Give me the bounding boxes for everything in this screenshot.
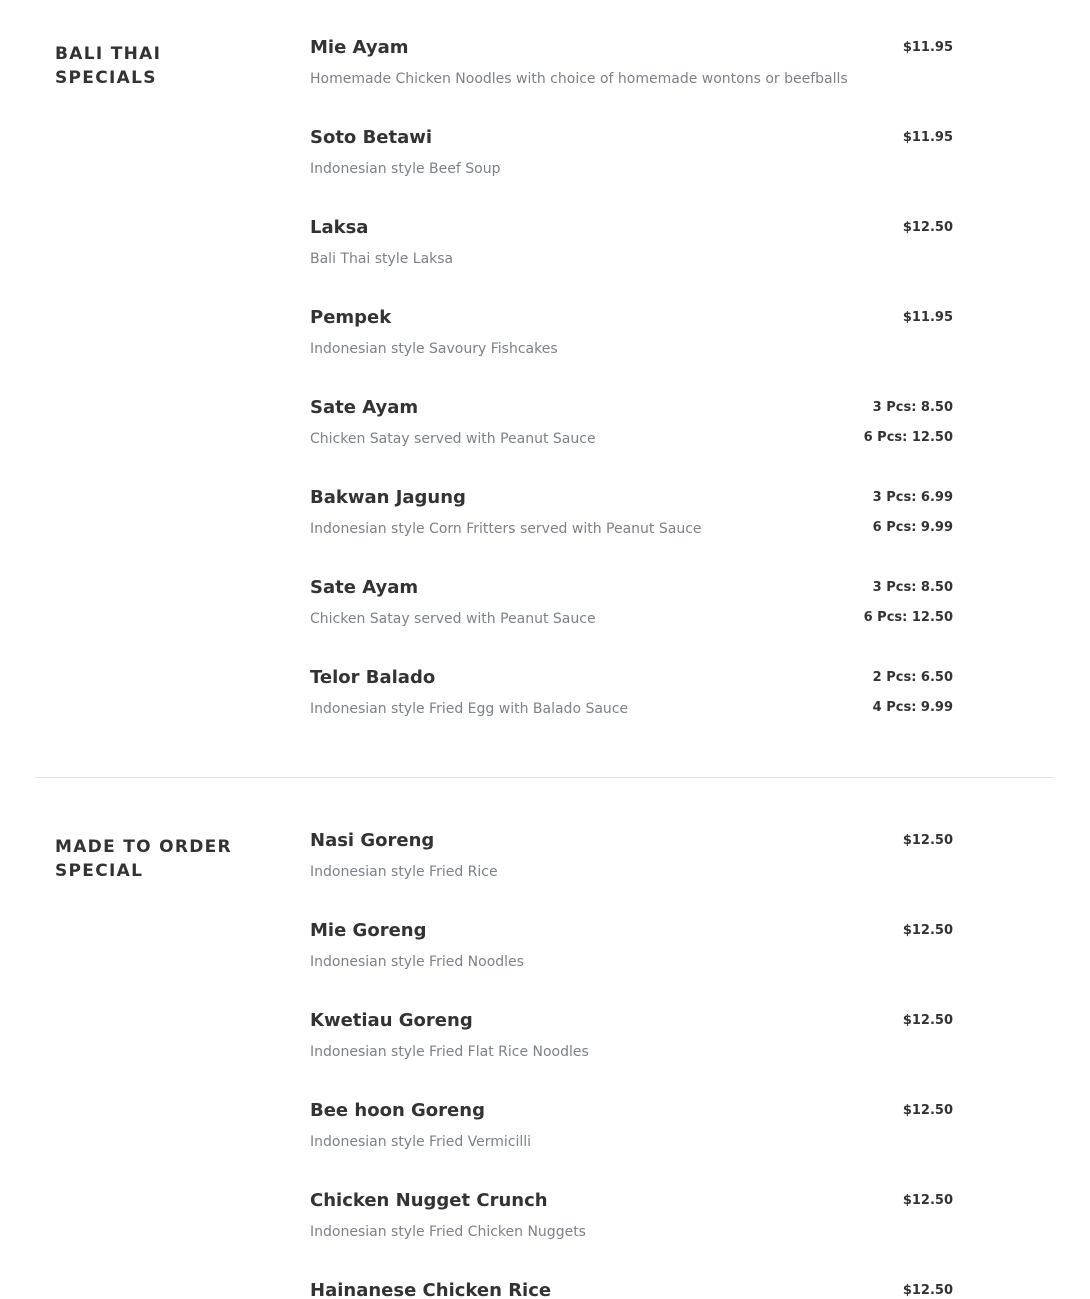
item-description: Indonesian style Fried Egg with Balado Sauce xyxy=(310,701,629,717)
item-name: Mie Goreng xyxy=(310,920,427,941)
item-description: Homemade Chicken Noodles with choice of homemade wontons or beefballs xyxy=(310,71,848,87)
item-price: $12.50 xyxy=(902,220,953,235)
item-description: Chicken Satay served with Peanut Sauce xyxy=(310,431,596,447)
menu-item xyxy=(310,1099,953,1179)
section-title: MADE TO ORDER SPECIAL xyxy=(55,837,232,881)
item-name: Sate Ayam xyxy=(310,397,419,418)
item-price: $12.50 xyxy=(902,923,953,938)
item-price: $12.50 xyxy=(902,1103,953,1118)
menu-item xyxy=(310,576,953,656)
menu-item xyxy=(310,396,953,476)
item-name: Sate Ayam xyxy=(310,577,419,598)
menu-item xyxy=(310,1189,953,1269)
section-title: BALI THAI SPECIALS xyxy=(55,44,162,88)
item-name: Bee hoon Goreng xyxy=(310,1100,485,1121)
item-description: Bali Thai style Laksa xyxy=(310,251,454,267)
menu-item xyxy=(310,666,953,746)
item-price: 6 Pcs: 12.50 xyxy=(863,610,953,625)
item-price: $11.95 xyxy=(902,310,953,325)
item-name: Soto Betawi xyxy=(310,127,433,148)
item-description: Indonesian style Savoury Fishcakes xyxy=(310,341,558,357)
item-price: 2 Pcs: 6.50 xyxy=(872,670,953,685)
item-name: Pempek xyxy=(310,307,392,328)
item-description: Indonesian style Fried Vermicilli xyxy=(310,1134,532,1150)
menu-item xyxy=(310,36,953,116)
menu-item xyxy=(310,919,953,999)
menu-item xyxy=(310,1009,953,1089)
item-description: Indonesian style Corn Fritters served with Peanut Sauce xyxy=(310,521,702,537)
item-price: $12.50 xyxy=(902,1013,953,1028)
item-name: Chicken Nugget Crunch xyxy=(310,1190,548,1211)
item-name: Nasi Goreng xyxy=(310,830,435,851)
section-divider xyxy=(35,777,1054,778)
item-price: 6 Pcs: 12.50 xyxy=(863,430,953,445)
item-price: $11.95 xyxy=(902,40,953,55)
item-name: Telor Balado xyxy=(310,667,436,688)
item-name: Laksa xyxy=(310,217,369,238)
item-price: 3 Pcs: 6.99 xyxy=(872,490,953,505)
menu-item xyxy=(310,216,953,296)
item-price: $12.50 xyxy=(902,1283,953,1298)
item-price: $11.95 xyxy=(902,130,953,145)
item-name: Bakwan Jagung xyxy=(310,487,466,508)
item-description: Indonesian style Fried Flat Rice Noodles xyxy=(310,1044,589,1060)
item-description: Indonesian style Fried Noodles xyxy=(310,954,524,970)
menu-item xyxy=(310,829,953,909)
item-price: 6 Pcs: 9.99 xyxy=(872,520,953,535)
item-price: 3 Pcs: 8.50 xyxy=(872,580,953,595)
menu-item xyxy=(310,306,953,386)
item-price: $12.50 xyxy=(902,833,953,848)
item-name: Kwetiau Goreng xyxy=(310,1010,473,1031)
item-name: Mie Ayam xyxy=(310,37,409,58)
menu-item xyxy=(310,1279,953,1299)
item-description: Indonesian style Beef Soup xyxy=(310,161,501,177)
item-price: 4 Pcs: 9.99 xyxy=(872,700,953,715)
item-description: Indonesian style Fried Chicken Nuggets xyxy=(310,1224,586,1240)
item-description: Chicken Satay served with Peanut Sauce xyxy=(310,611,596,627)
item-price: 3 Pcs: 8.50 xyxy=(872,400,953,415)
item-description: Indonesian style Fried Rice xyxy=(310,864,498,880)
menu-item xyxy=(310,126,953,206)
item-name: Hainanese Chicken Rice xyxy=(310,1280,552,1299)
item-price: $12.50 xyxy=(902,1193,953,1208)
menu-item xyxy=(310,486,953,566)
